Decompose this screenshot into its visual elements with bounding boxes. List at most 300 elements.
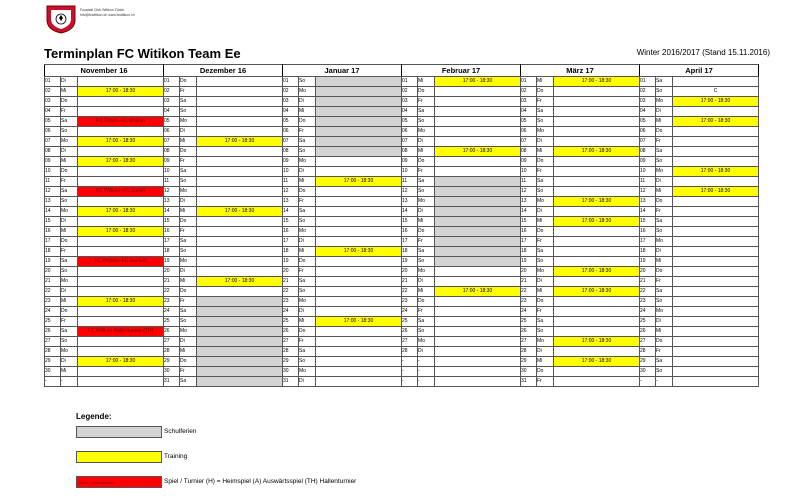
day-number: - bbox=[402, 367, 418, 377]
weekday: Sa bbox=[537, 107, 554, 117]
day-row bbox=[45, 217, 759, 227]
weekday: Mi bbox=[299, 247, 316, 257]
day-row bbox=[45, 177, 759, 187]
weekday: Mi bbox=[299, 317, 316, 327]
day-number: 12 bbox=[521, 187, 537, 197]
legend-training-label: Training bbox=[164, 453, 188, 460]
event-cell: 17:00 - 18:30 bbox=[197, 277, 283, 287]
event-cell: 17:00 - 18:30 bbox=[554, 217, 640, 227]
event-cell bbox=[554, 177, 640, 187]
day-number: 17 bbox=[402, 237, 418, 247]
day-number: 16 bbox=[45, 227, 61, 237]
day-number: 26 bbox=[283, 327, 299, 337]
event-cell bbox=[435, 357, 521, 367]
day-number: 07 bbox=[521, 137, 537, 147]
month-header: Januar 17 bbox=[283, 65, 402, 77]
event-cell bbox=[197, 167, 283, 177]
event-cell: 17:00 - 18:30 bbox=[554, 77, 640, 87]
weekday: So bbox=[656, 367, 673, 377]
weekday: So bbox=[418, 257, 435, 267]
weekday: So bbox=[180, 177, 197, 187]
event-cell bbox=[78, 177, 164, 187]
event-cell bbox=[435, 107, 521, 117]
event-cell bbox=[435, 87, 521, 97]
weekday: - bbox=[418, 357, 435, 367]
day-number: 02 bbox=[283, 87, 299, 97]
event-cell: 17:00 - 18:30 bbox=[435, 147, 521, 157]
club-contact: Fussball Club Witikon Zürich info@fcwitikon.ch www.fcwitikon.ch bbox=[80, 8, 135, 17]
event-cell: 17:00 - 18:30 bbox=[435, 77, 521, 87]
event-cell bbox=[78, 277, 164, 287]
event-cell bbox=[554, 167, 640, 177]
weekday: Fr bbox=[418, 97, 435, 107]
weekday: So bbox=[656, 87, 673, 97]
weekday: Mo bbox=[299, 157, 316, 167]
day-number: 28 bbox=[402, 347, 418, 357]
event-cell bbox=[197, 347, 283, 357]
weekday: Fr bbox=[537, 167, 554, 177]
day-row bbox=[45, 327, 759, 337]
event-cell bbox=[316, 77, 402, 87]
weekday: So bbox=[180, 317, 197, 327]
day-number: 13 bbox=[283, 197, 299, 207]
event-cell: FC Witikon–FC Seefeld bbox=[78, 257, 164, 267]
event-cell: FC Witikon–FC Zürich bbox=[78, 187, 164, 197]
day-number: 22 bbox=[45, 287, 61, 297]
weekday: So bbox=[656, 157, 673, 167]
weekday: So bbox=[180, 107, 197, 117]
weekday: Do bbox=[418, 87, 435, 97]
day-number: 05 bbox=[521, 117, 537, 127]
weekday: Mo bbox=[180, 187, 197, 197]
day-number: 24 bbox=[521, 307, 537, 317]
event-cell: 17:00 - 18:30 bbox=[197, 137, 283, 147]
weekday: Do bbox=[418, 227, 435, 237]
weekday: Sa bbox=[656, 147, 673, 157]
day-row bbox=[45, 247, 759, 257]
event-cell bbox=[673, 177, 759, 187]
event-cell bbox=[316, 227, 402, 237]
day-row bbox=[45, 197, 759, 207]
day-row bbox=[45, 277, 759, 287]
weekday: Mo bbox=[180, 117, 197, 127]
event-cell bbox=[316, 197, 402, 207]
day-number: 10 bbox=[45, 167, 61, 177]
day-number: 20 bbox=[640, 267, 656, 277]
day-row bbox=[45, 227, 759, 237]
event-cell: 17:00 - 18:30 bbox=[554, 357, 640, 367]
day-number: 18 bbox=[402, 247, 418, 257]
day-number: 10 bbox=[164, 167, 180, 177]
weekday: Mo bbox=[656, 307, 673, 317]
event-cell bbox=[316, 277, 402, 287]
day-number: 04 bbox=[45, 107, 61, 117]
day-number: 28 bbox=[45, 347, 61, 357]
weekday: Do bbox=[656, 337, 673, 347]
day-number: 10 bbox=[521, 167, 537, 177]
weekday: Mo bbox=[418, 197, 435, 207]
weekday: Mo bbox=[299, 367, 316, 377]
day-number: 11 bbox=[283, 177, 299, 187]
day-number: 29 bbox=[283, 357, 299, 367]
weekday: Mi bbox=[180, 207, 197, 217]
event-cell: 17:00 - 18:30 bbox=[78, 357, 164, 367]
event-cell bbox=[673, 127, 759, 137]
weekday: So bbox=[299, 357, 316, 367]
weekday: Di bbox=[61, 357, 78, 367]
weekday: Fr bbox=[537, 307, 554, 317]
weekday: Sa bbox=[61, 327, 78, 337]
weekday: Do bbox=[418, 157, 435, 167]
event-cell: 17:00 - 18:30 bbox=[554, 147, 640, 157]
day-number: 30 bbox=[521, 367, 537, 377]
event-cell bbox=[197, 257, 283, 267]
event-cell bbox=[435, 327, 521, 337]
day-row bbox=[45, 147, 759, 157]
day-number: 25 bbox=[45, 317, 61, 327]
weekday: Mi bbox=[418, 287, 435, 297]
weekday: Do bbox=[537, 157, 554, 167]
event-cell bbox=[78, 287, 164, 297]
event-cell bbox=[197, 187, 283, 197]
weekday: So bbox=[61, 197, 78, 207]
event-cell bbox=[673, 287, 759, 297]
weekday: Sa bbox=[656, 357, 673, 367]
weekday: Mo bbox=[418, 267, 435, 277]
day-number: 14 bbox=[45, 207, 61, 217]
day-number: 12 bbox=[164, 187, 180, 197]
weekday: Mi bbox=[299, 107, 316, 117]
weekday: Sa bbox=[537, 177, 554, 187]
weekday: Fr bbox=[61, 177, 78, 187]
event-cell bbox=[435, 177, 521, 187]
weekday: Mi bbox=[418, 77, 435, 87]
weekday: Mo bbox=[418, 127, 435, 137]
weekday: Fr bbox=[299, 127, 316, 137]
schedule-table bbox=[44, 64, 759, 387]
event-cell bbox=[78, 77, 164, 87]
weekday: Fr bbox=[180, 157, 197, 167]
weekday: - bbox=[656, 377, 673, 387]
event-cell bbox=[673, 257, 759, 267]
weekday: So bbox=[299, 217, 316, 227]
event-cell bbox=[435, 367, 521, 377]
month-header: November 16 bbox=[45, 65, 164, 77]
weekday: Mo bbox=[299, 297, 316, 307]
event-cell bbox=[435, 307, 521, 317]
weekday: Fr bbox=[537, 97, 554, 107]
weekday: Mi bbox=[418, 217, 435, 227]
weekday: Fr bbox=[61, 107, 78, 117]
day-number: 03 bbox=[640, 97, 656, 107]
day-row bbox=[45, 97, 759, 107]
event-cell: 17:00 - 18:30 bbox=[673, 97, 759, 107]
event-cell bbox=[316, 287, 402, 297]
day-number: 21 bbox=[45, 277, 61, 287]
weekday: Di bbox=[418, 277, 435, 287]
day-number: 19 bbox=[283, 257, 299, 267]
day-number: 27 bbox=[521, 337, 537, 347]
day-number: 12 bbox=[45, 187, 61, 197]
weekday: Do bbox=[656, 197, 673, 207]
event-cell bbox=[316, 347, 402, 357]
weekday: Sa bbox=[418, 107, 435, 117]
day-number: 01 bbox=[640, 77, 656, 87]
event-cell bbox=[673, 347, 759, 357]
weekday: Do bbox=[537, 87, 554, 97]
day-number: 08 bbox=[164, 147, 180, 157]
weekday: - bbox=[418, 367, 435, 377]
event-cell bbox=[197, 87, 283, 97]
day-number: 01 bbox=[283, 77, 299, 87]
day-number: 11 bbox=[521, 177, 537, 187]
day-number: 01 bbox=[45, 77, 61, 87]
day-number: - bbox=[402, 377, 418, 387]
weekday: Sa bbox=[418, 247, 435, 257]
weekday: Sa bbox=[656, 77, 673, 87]
day-number: 13 bbox=[45, 197, 61, 207]
day-number: 23 bbox=[521, 297, 537, 307]
day-number: 15 bbox=[164, 217, 180, 227]
weekday: So bbox=[656, 297, 673, 307]
event-cell bbox=[435, 317, 521, 327]
event-cell bbox=[78, 377, 164, 387]
day-number: 07 bbox=[640, 137, 656, 147]
weekday: Mo bbox=[537, 127, 554, 137]
event-cell bbox=[673, 367, 759, 377]
event-cell bbox=[673, 267, 759, 277]
day-number: 02 bbox=[164, 87, 180, 97]
event-cell bbox=[554, 227, 640, 237]
day-number: 05 bbox=[402, 117, 418, 127]
day-number: 28 bbox=[283, 347, 299, 357]
event-cell bbox=[316, 97, 402, 107]
month-header: April 17 bbox=[640, 65, 759, 77]
day-number: 22 bbox=[283, 287, 299, 297]
day-number: 29 bbox=[45, 357, 61, 367]
event-cell bbox=[435, 267, 521, 277]
event-cell bbox=[316, 367, 402, 377]
event-cell bbox=[316, 327, 402, 337]
day-number: 19 bbox=[402, 257, 418, 267]
event-cell bbox=[554, 367, 640, 377]
event-cell bbox=[316, 297, 402, 307]
day-number: 04 bbox=[640, 107, 656, 117]
day-number: 13 bbox=[521, 197, 537, 207]
event-cell bbox=[316, 157, 402, 167]
weekday: So bbox=[418, 117, 435, 127]
weekday: Di bbox=[299, 237, 316, 247]
event-cell bbox=[316, 217, 402, 227]
day-number: 23 bbox=[45, 297, 61, 307]
event-cell bbox=[435, 237, 521, 247]
event-cell bbox=[78, 167, 164, 177]
day-number: 11 bbox=[402, 177, 418, 187]
weekday: Di bbox=[180, 337, 197, 347]
weekday: Do bbox=[299, 327, 316, 337]
weekday: Do bbox=[656, 267, 673, 277]
weekday: Do bbox=[656, 127, 673, 137]
weekday: So bbox=[537, 187, 554, 197]
day-number: 23 bbox=[402, 297, 418, 307]
weekday: Mi bbox=[61, 367, 78, 377]
legend-school-label: Schulferien bbox=[164, 428, 197, 435]
event-cell bbox=[316, 107, 402, 117]
event-cell bbox=[78, 127, 164, 137]
weekday: Do bbox=[180, 287, 197, 297]
day-number: 22 bbox=[164, 287, 180, 297]
month-header: Dezember 16 bbox=[164, 65, 283, 77]
month-header: März 17 bbox=[521, 65, 640, 77]
day-number: 16 bbox=[402, 227, 418, 237]
weekday: - bbox=[61, 377, 78, 387]
day-number: 04 bbox=[402, 107, 418, 117]
day-row bbox=[45, 77, 759, 87]
day-number: 28 bbox=[640, 347, 656, 357]
event-cell: 17:00 - 18:30 bbox=[554, 267, 640, 277]
weekday: Sa bbox=[299, 347, 316, 357]
event-cell bbox=[554, 237, 640, 247]
weekday: Di bbox=[180, 267, 197, 277]
day-number: 19 bbox=[521, 257, 537, 267]
weekday: Fr bbox=[180, 367, 197, 377]
day-number: 13 bbox=[640, 197, 656, 207]
weekday: Di bbox=[656, 107, 673, 117]
event-cell bbox=[554, 327, 640, 337]
day-number: 25 bbox=[402, 317, 418, 327]
weekday: So bbox=[61, 267, 78, 277]
weekday: Fr bbox=[418, 167, 435, 177]
weekday: Sa bbox=[418, 177, 435, 187]
day-row bbox=[45, 187, 759, 197]
weekday: Mi bbox=[537, 217, 554, 227]
day-number: 17 bbox=[164, 237, 180, 247]
weekday: Sa bbox=[180, 97, 197, 107]
weekday: Mo bbox=[656, 167, 673, 177]
day-number: 06 bbox=[402, 127, 418, 137]
weekday: Sa bbox=[537, 317, 554, 327]
weekday: Fr bbox=[180, 87, 197, 97]
day-number: 25 bbox=[164, 317, 180, 327]
day-number: 18 bbox=[283, 247, 299, 257]
day-number: 04 bbox=[164, 107, 180, 117]
day-row bbox=[45, 157, 759, 167]
weekday: Do bbox=[299, 257, 316, 267]
day-number: 02 bbox=[521, 87, 537, 97]
event-cell: FC Zürich–FC Witikon bbox=[78, 117, 164, 127]
event-cell bbox=[316, 117, 402, 127]
month-header-row bbox=[45, 65, 759, 77]
event-cell bbox=[673, 327, 759, 337]
day-number: 25 bbox=[283, 317, 299, 327]
event-cell bbox=[673, 377, 759, 387]
weekday: Sa bbox=[656, 217, 673, 227]
weekday: Mo bbox=[180, 327, 197, 337]
weekday: Di bbox=[61, 77, 78, 87]
event-cell bbox=[197, 377, 283, 387]
weekday: So bbox=[656, 227, 673, 237]
day-number: 24 bbox=[402, 307, 418, 317]
event-cell bbox=[316, 187, 402, 197]
weekday: So bbox=[299, 77, 316, 87]
day-number: 26 bbox=[521, 327, 537, 337]
event-cell bbox=[673, 157, 759, 167]
weekday: Mi bbox=[61, 157, 78, 167]
event-cell bbox=[673, 297, 759, 307]
legend-school-swatch bbox=[76, 426, 162, 438]
event-cell: FC Witikon Hallenturnier (TH) bbox=[78, 327, 164, 337]
weekday: So bbox=[418, 327, 435, 337]
weekday: Mi bbox=[61, 227, 78, 237]
day-number: 06 bbox=[164, 127, 180, 137]
day-number: 22 bbox=[521, 287, 537, 297]
weekday: Mo bbox=[61, 207, 78, 217]
day-number: 26 bbox=[402, 327, 418, 337]
day-number: 09 bbox=[521, 157, 537, 167]
weekday: Mi bbox=[418, 147, 435, 157]
weekday: Di bbox=[537, 137, 554, 147]
weekday: Di bbox=[656, 247, 673, 257]
weekday: Sa bbox=[180, 167, 197, 177]
event-cell bbox=[554, 297, 640, 307]
event-cell bbox=[554, 157, 640, 167]
day-row bbox=[45, 127, 759, 137]
weekday: So bbox=[537, 327, 554, 337]
event-cell bbox=[673, 277, 759, 287]
weekday: Di bbox=[656, 317, 673, 327]
day-number: 04 bbox=[283, 107, 299, 117]
weekday: So bbox=[61, 127, 78, 137]
day-number: 08 bbox=[402, 147, 418, 157]
weekday: So bbox=[537, 117, 554, 127]
weekday: Mi bbox=[656, 117, 673, 127]
day-number: 04 bbox=[521, 107, 537, 117]
day-number: 31 bbox=[521, 377, 537, 387]
day-number: 18 bbox=[45, 247, 61, 257]
weekday: Fr bbox=[656, 277, 673, 287]
event-cell bbox=[435, 227, 521, 237]
weekday: So bbox=[299, 287, 316, 297]
weekday: Di bbox=[61, 147, 78, 157]
legend-training-swatch bbox=[76, 451, 162, 463]
day-number: 20 bbox=[402, 267, 418, 277]
weekday: Fr bbox=[180, 227, 197, 237]
event-cell bbox=[673, 247, 759, 257]
day-number: 05 bbox=[640, 117, 656, 127]
event-cell bbox=[554, 137, 640, 147]
day-number: 07 bbox=[402, 137, 418, 147]
event-cell: 17:00 - 18:30 bbox=[316, 247, 402, 257]
day-number: 02 bbox=[402, 87, 418, 97]
day-number: 13 bbox=[164, 197, 180, 207]
day-number: 01 bbox=[164, 77, 180, 87]
event-cell bbox=[435, 347, 521, 357]
event-cell: C bbox=[673, 87, 759, 97]
weekday: Mi bbox=[656, 187, 673, 197]
day-number: 28 bbox=[164, 347, 180, 357]
event-cell bbox=[197, 297, 283, 307]
event-cell bbox=[197, 127, 283, 137]
event-cell bbox=[197, 177, 283, 187]
weekday: Di bbox=[299, 307, 316, 317]
weekday: Do bbox=[418, 297, 435, 307]
day-row bbox=[45, 307, 759, 317]
weekday: Di bbox=[299, 97, 316, 107]
weekday: Di bbox=[418, 347, 435, 357]
event-cell bbox=[197, 157, 283, 167]
event-cell bbox=[78, 337, 164, 347]
event-cell bbox=[673, 107, 759, 117]
